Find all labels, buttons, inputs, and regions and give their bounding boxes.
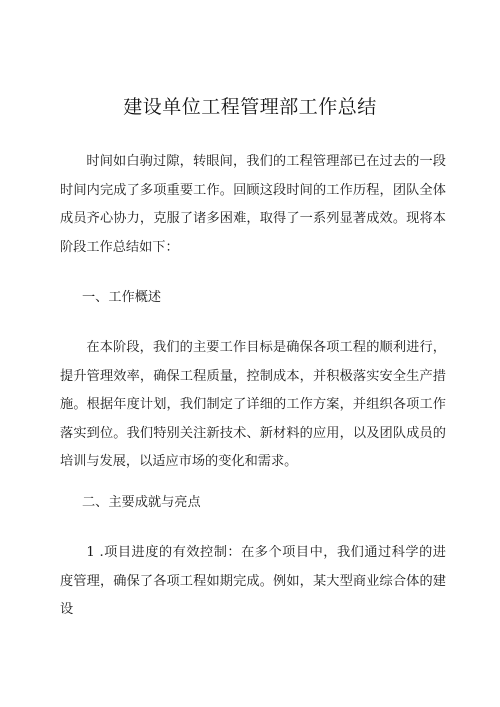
achievement-item-1: 1 .项目进度的有效控制：在多个项目中，我们通过科学的进度管理，确保了各项工程如期完成。例如，某大型商业综合体的建设 — [60, 545, 446, 617]
intro-paragraph: 时间如白驹过隙，转眼间，我们的工程管理部已在过去的一段时间内完成了多项重要工作。回顾这段时间的工作历程，团队全体成员齐心协力，克服了诸多困难，取得了一系列显著成效。现将本阶段工作总结如下： — [60, 154, 446, 255]
document-title: 建设单位工程管理部工作总结 — [123, 96, 377, 118]
section-heading-achievements: 二、主要成就与亮点 — [82, 495, 201, 510]
overview-paragraph: 在本阶段，我们的主要工作目标是确保各项工程的顺利进行，提升管理效率，确保工程质量，控制成本，并积极落实安全生产措施。根据年度计划，我们制定了详细的工作方案，并组织各项工作落实到位。我们特别关注新技术、新材料的应用，以及团队成员的培训与发展，以适应市场的变化和需求。 — [60, 340, 446, 469]
section-heading-overview: 一、工作概述 — [82, 290, 162, 305]
